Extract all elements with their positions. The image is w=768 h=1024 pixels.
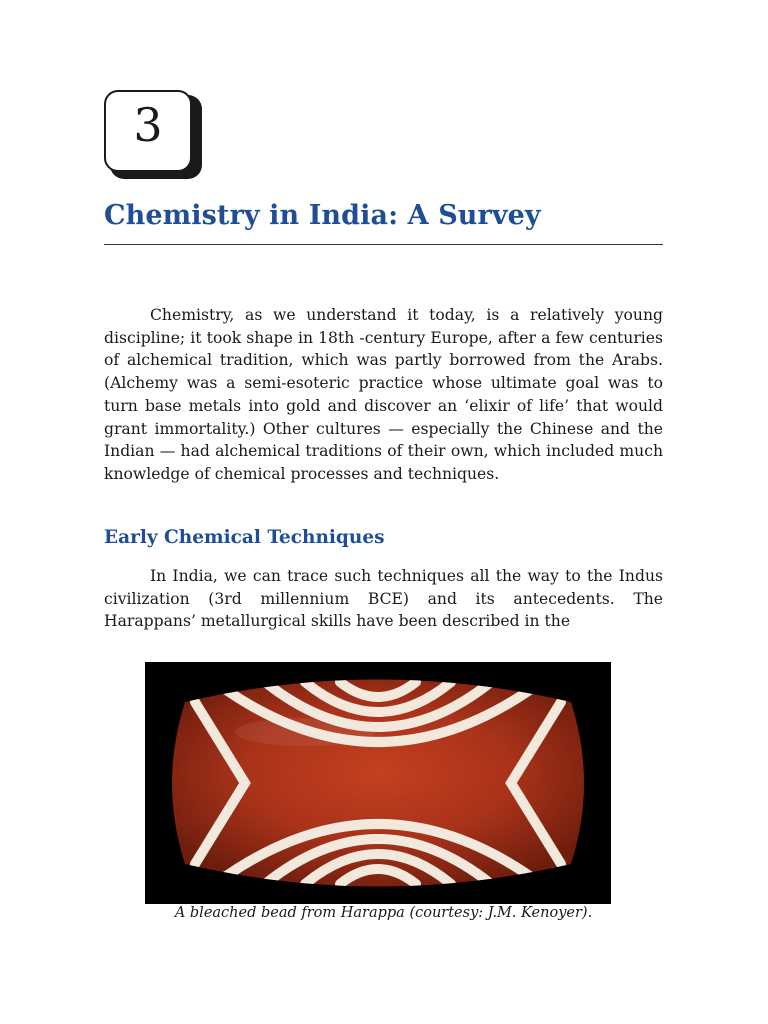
intro-paragraph: Chemistry, as we understand it today, is a relatively young discipline; it took shape in 18th -century Europe, after a few centuries of alchemical tradition, which was partly borrowed from the Arabs. (Alchemy was a semi-esoteric practice whose ultimate goal was to turn base metals into gold and discover an ‘elixir of life’ that would grant immortality.) Other cultures — especially the Chinese and the Indian — had alchemical traditions of their own, which included much knowledge of chemical processes and techniques.: [104, 306, 663, 483]
bead-figure: [145, 662, 611, 904]
title-divider: [104, 244, 663, 245]
figure-caption: A bleached bead from Harappa (courtesy: J.M. Kenoyer).: [174, 905, 593, 921]
chapter-number: 3: [133, 98, 163, 152]
bleached-bead-image: [145, 662, 611, 904]
chapter-title: Chemistry in India: A Survey: [104, 200, 541, 231]
chapter-number-box: [104, 90, 206, 182]
chapter-box: [104, 90, 192, 172]
body-paragraph: In India, we can trace such techniques all the way to the Indus civilization (3rd millennium BCE) and its antecedents. The Harappans’ metallurgical skills have been described in the: [104, 567, 663, 631]
section-heading: Early Chemical Techniques: [104, 527, 385, 548]
